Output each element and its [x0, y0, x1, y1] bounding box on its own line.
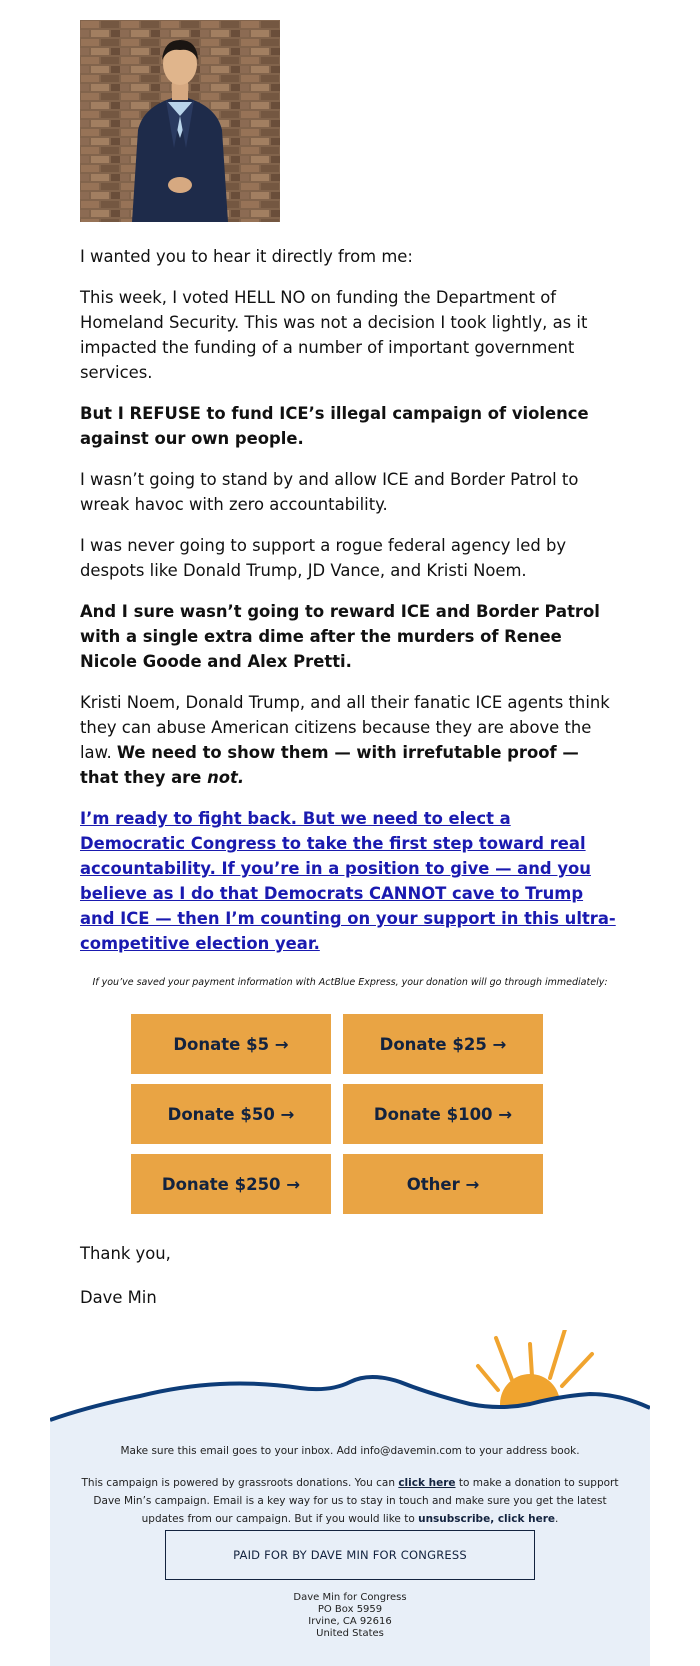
paragraph-reward: And I sure wasn’t going to reward ICE and Border Patrol with a single extra dime after the murders of Renee Nicole Goode and Alex Pretti. — [80, 602, 600, 671]
sun-wave-graphic — [50, 1330, 650, 1430]
donate-other-button[interactable]: Other → — [343, 1154, 543, 1214]
paragraph-refuse: But I REFUSE to fund ICE’s illegal campaign of violence against our own people. — [80, 404, 589, 448]
paragraph-proof — [80, 690, 620, 790]
intro-text: I wanted you to hear it directly from me: — [80, 247, 413, 266]
signature-name: Dave Min — [80, 1288, 157, 1307]
thank-you-text: Thank you, — [80, 1244, 171, 1263]
donate-250-button[interactable]: Donate $250 → — [131, 1154, 331, 1214]
candidate-photo — [80, 20, 280, 222]
proof-normal-text: Kristi Noem, Donald Trump, and all their fanatic ICE agents think they can abuse American citizens because they are above the law. — [80, 693, 610, 762]
donate-5-button[interactable]: Donate $5 → — [131, 1014, 331, 1074]
cta-link[interactable]: I’m ready to fight back. But we need to elect a Democratic Congress to take the first step toward real accountability. If you’re in a position to give — and you believe as I do that Democrats CANNOT cave to Trump and ICE — then I’m counting on your support in this ultra-competitive election year. — [80, 809, 616, 953]
donate-100-button[interactable]: Donate $100 → — [343, 1084, 543, 1144]
paid-for-disclaimer: PAID FOR BY DAVE MIN FOR CONGRESS — [165, 1530, 535, 1580]
paragraph-accountability: I wasn’t going to stand by and allow ICE and Border Patrol to wreak havoc with zero accountability. — [80, 470, 579, 514]
inbox-note: Make sure this email goes to your inbox. Add info@davemin.com to your address book. — [120, 1445, 580, 1457]
cta-paragraph — [80, 806, 620, 956]
powered-by-note: This campaign is powered by grassroots donations. You can click here to make a donation to support Dave Min’s campaign. Email is a key way for us to stay in touch and make sure you get the latest updates from our campaign. But if you would like to unsubscribe, click here. — [81, 1477, 619, 1525]
proof-bold-text: We need to show them — with irrefutable proof — that they are not. — [80, 743, 579, 787]
unsubscribe-link[interactable]: unsubscribe, click here — [418, 1513, 556, 1525]
actblue-note: If you’ve saved your payment information with ActBlue Express, your donation will go through immediately: — [92, 977, 608, 988]
donate-grid — [131, 1014, 543, 1214]
proof-not-text: not. — [207, 768, 245, 787]
paragraph-rogue-agency: I was never going to support a rogue federal agency led by despots like Donald Trump, JD Vance, and Kristi Noem. — [80, 536, 567, 580]
donate-25-button[interactable]: Donate $25 → — [343, 1014, 543, 1074]
donate-50-button[interactable]: Donate $50 → — [131, 1084, 331, 1144]
paragraph-vote: This week, I voted HELL NO on funding the Department of Homeland Security. This was not a decision I took lightly, as it impacted the funding of a number of important government services. — [80, 288, 588, 382]
donate-click-here-link[interactable]: click here — [398, 1477, 456, 1489]
mailing-address: Dave Min for Congress PO Box 5959 Irvine, CA 92616 United States — [293, 1592, 407, 1639]
